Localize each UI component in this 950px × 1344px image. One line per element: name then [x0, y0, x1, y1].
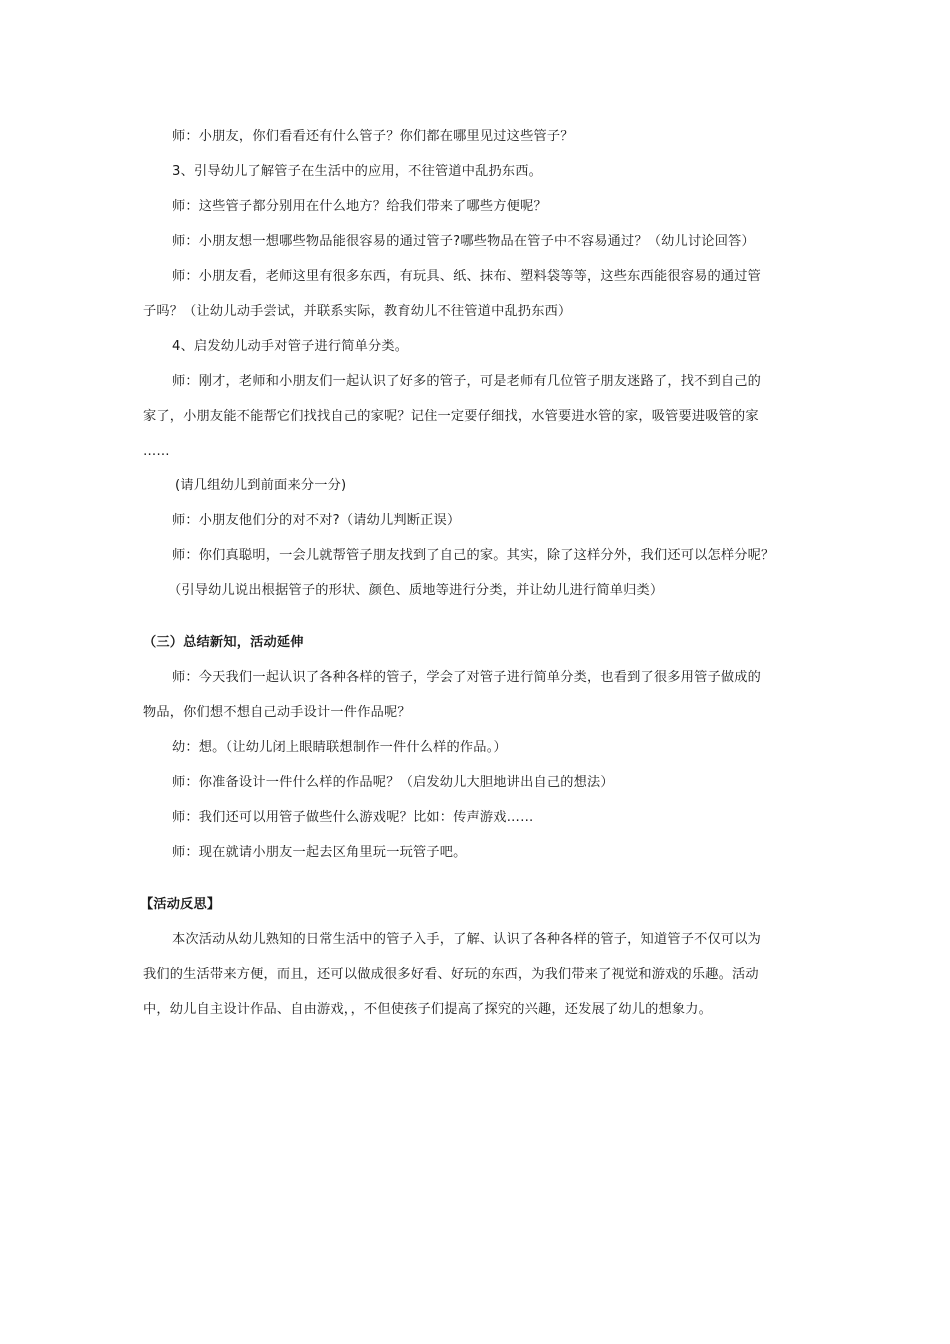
- dialogue-line: 师：小朋友看，老师这里有很多东西，有玩具、纸、抹布、塑料袋等等，这些东西能很容易的通过管: [172, 269, 762, 284]
- section-heading: （三）总结新知，活动延伸: [143, 635, 304, 650]
- dialogue-line: 师：小朋友，你们看看还有什么管子？你们都在哪里见过这些管子？: [172, 129, 574, 144]
- instruction-note: （引导幼儿说出根据管子的形状、颜色、质地等进行分类，并让幼儿进行简单归类）: [168, 583, 664, 598]
- ellipsis-line: ……: [143, 444, 170, 459]
- reflection-paragraph-line: 本次活动从幼儿熟知的日常生活中的管子入手，了解、认识了各种各样的管子，知道管子不仅可以为: [172, 932, 762, 947]
- dialogue-line: 师：这些管子都分别用在什么地方？给我们带来了哪些方便呢？: [172, 199, 547, 214]
- dialogue-line: 幼：想。（让幼儿闭上眼睛联想制作一件什么样的作品。）: [172, 740, 507, 755]
- dialogue-line: 师：你准备设计一件什么样的作品呢？（启发幼儿大胆地讲出自己的想法）: [172, 775, 614, 790]
- reflection-heading: 【活动反思】: [140, 897, 221, 912]
- dialogue-line: 师：小朋友他们分的对不对?（请幼儿判断正误）: [172, 513, 461, 528]
- dialogue-line-continued: 子吗？（让幼儿动手尝试，并联系实际，教育幼儿不往管道中乱扔东西）: [143, 304, 572, 319]
- dialogue-line-continued: 家了，小朋友能不能帮它们找找自己的家呢？记住一定要仔细找，水管要进水管的家，吸管要进吸管的家: [143, 409, 759, 424]
- dialogue-line: 师：小朋友想一想哪些物品能很容易的通过管子?哪些物品在管子中不容易通过？（幼儿讨论回答）: [172, 234, 755, 249]
- instruction-note: (请几组幼儿到前面来分一分): [175, 478, 347, 493]
- dialogue-line: 师：刚才，老师和小朋友们一起认识了好多的管子，可是老师有几位管子朋友迷路了，找不到自己的: [172, 374, 762, 389]
- dialogue-line: 师：我们还可以用管子做些什么游戏呢？比如：传声游戏……: [172, 810, 534, 825]
- step-heading-4: 4、启发幼儿动手对管子进行简单分类。: [172, 339, 409, 354]
- step-heading-3: 3、引导幼儿了解管子在生活中的应用，不往管道中乱扔东西。: [172, 164, 543, 179]
- reflection-paragraph-line: 中，幼儿自主设计作品、自由游戏，，不但使孩子们提高了探究的兴趣，还发展了幼儿的想象力。: [143, 1002, 713, 1017]
- dialogue-line: 师：你们真聪明，一会儿就帮管子朋友找到了自己的家。其实，除了这样分外，我们还可以怎样分呢？: [172, 548, 775, 563]
- dialogue-line: 师：现在就请小朋友一起去区角里玩一玩管子吧。: [172, 845, 467, 860]
- dialogue-line: 师：今天我们一起认识了各种各样的管子，学会了对管子进行简单分类，也看到了很多用管子做成的: [172, 670, 762, 685]
- dialogue-line-continued: 物品，你们想不想自己动手设计一件作品呢？: [143, 705, 411, 720]
- reflection-paragraph-line: 我们的生活带来方便，而且，还可以做成很多好看、好玩的东西，为我们带来了视觉和游戏的乐趣。活动: [143, 967, 759, 982]
